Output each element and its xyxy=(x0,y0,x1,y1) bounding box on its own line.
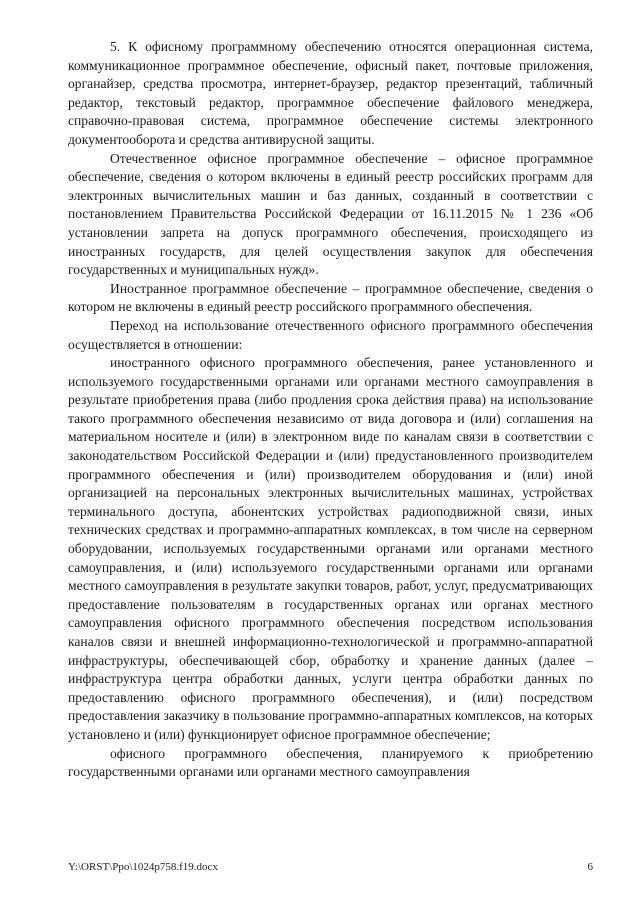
paragraph-planned-acquisition: офисного программного обеспечения, планируемого к приобретению государственными органами или органами местного самоуправления xyxy=(68,745,593,780)
paragraph-foreign-software-definition: Иностранное программное обеспечение – программное обеспечение, сведения о котором не включены в единый реестр российского программного обеспечения. xyxy=(68,280,593,315)
paragraph-office-software-definition: 5. К офисному программному обеспечению относятся операционная система, коммуникационное программное обеспечение, офисный пакет, почтовые приложения, органайзер, средства просмотра, интернет-браузер, редактор презентаций, табличный редактор, текстовый редактор, программное обеспечение файлового менеджера, справочно-правовая система, программное обеспечение системы электронного документооборота и средства антивирусной защиты. xyxy=(68,39,593,147)
paragraph-domestic-software-definition: Отечественное офисное программное обеспечение – офисное программное обеспечение, сведения о котором включены в единый реестр российских программ для электронных вычислительных машин и баз данных, созданный в соответствии с постановлением Правительства Российской Федерации от 16.11.2015 № 1 236 «Об установлении запрета на допуск программного обеспечения, происходящего из иностранных государств, для целей осуществления закупок для обеспечения государственных и муниципальных нужд». xyxy=(68,150,593,278)
paragraph-transition-intro: Переход на использование отечественного офисного программного обеспечения осуществляется в отношении: xyxy=(68,317,593,352)
footer-file-path: Y:\ORST\Ppo\1024p758.f19.docx xyxy=(68,861,218,873)
page-number: 6 xyxy=(587,861,593,873)
paragraph-foreign-installed-software: иностранного офисного программного обеспечения, ранее установленного и используемого государственными органами или органами местного самоуправления в результате приобретения права (либо продления срока действия права) на использование такого программного обеспечения независимо от вида договора и (или) соглашения на материальном носителе и (или) в электронном виде по каналам связи в соответствии с законодательством Российской Федерации и (или) предустановленного производителем программного обеспечения и (или) производителем оборудования и (или) иной организацией на персональных электронных вычислительных машинах, устройствах терминального доступа, абонентских устройствах радиоподвижной связи, иных технических средствах и программно-аппаратных комплексах, в том числе на серверном оборудовании, используемых государственными органами или органами местного самоуправления, и (или) используемого государственными органами или органами местного самоуправления в результате закупки товаров, работ, услуг, предусматривающих предоставление пользователям в государственных органах или органах местного самоуправления офисного программного обеспечения посредством использования каналов связи и внешней информационно-технологической и программно-аппаратной инфраструктуры, обеспечивающей сбор, обработку и хранение данных (далее – инфраструктура центра обработки данных, услуги центра обработки данных по предоставлению офисного программного обеспечения), и (или) посредством предоставления заказчику в пользование программно-аппаратных комплексов, на которых установлено и (или) функционирует офисное программное обеспечение; xyxy=(68,355,593,742)
document-body xyxy=(68,38,593,782)
